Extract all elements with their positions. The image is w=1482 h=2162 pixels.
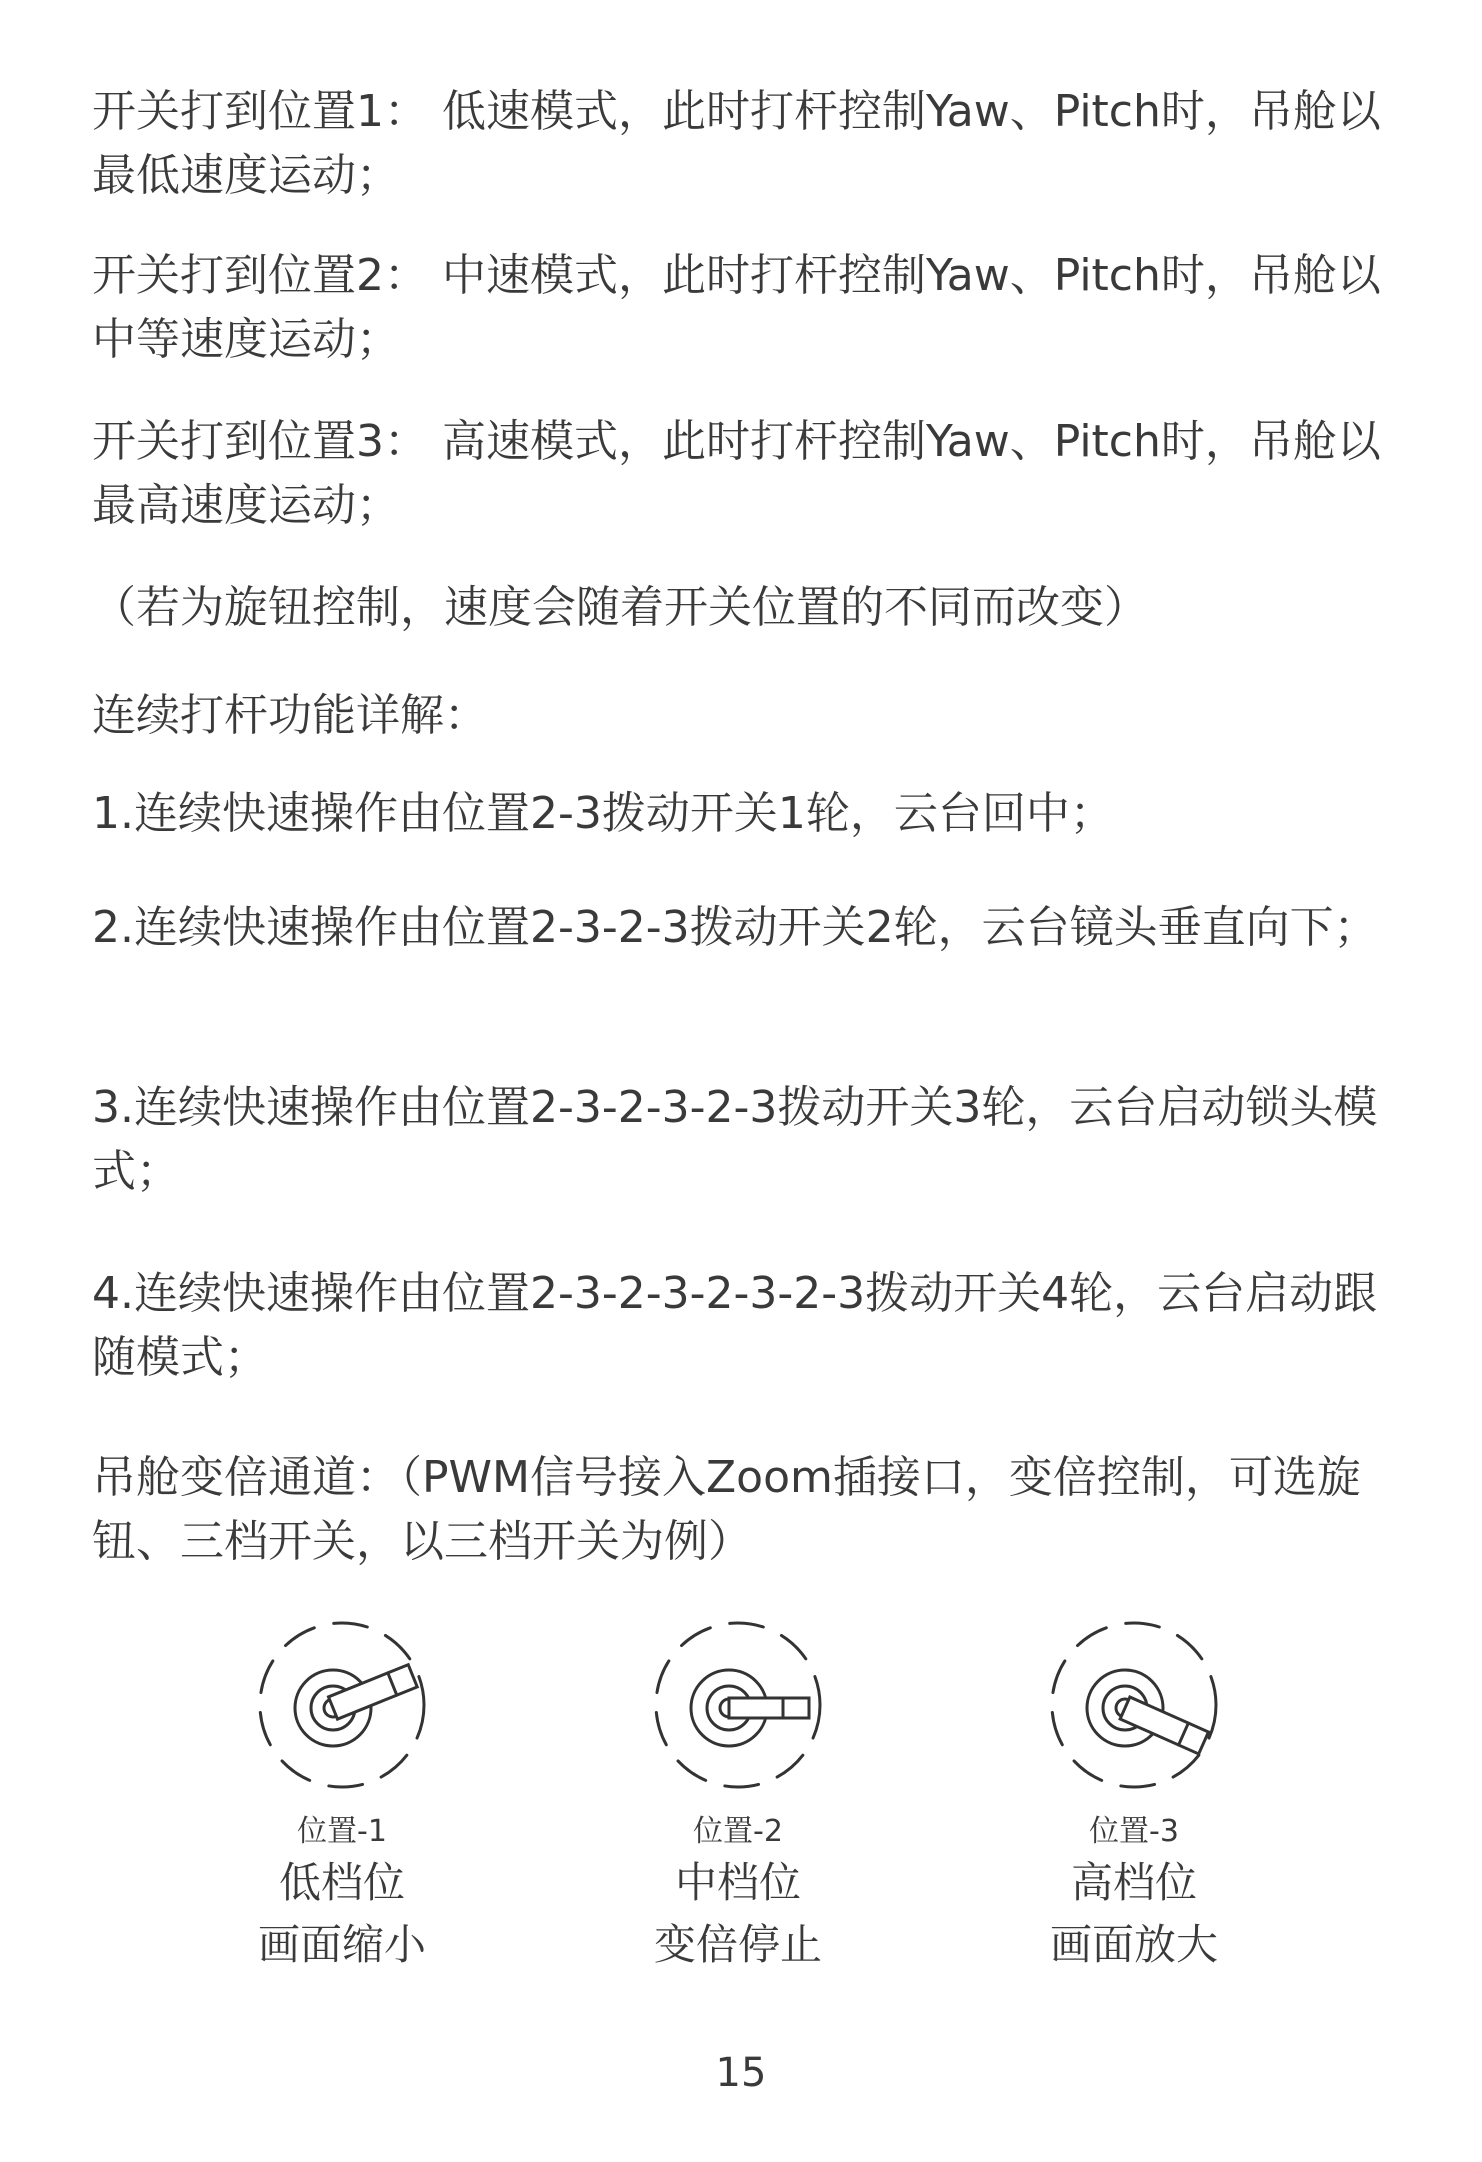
switch-lever-middle-icon (643, 1620, 833, 1790)
switch-position-2 (608, 1620, 868, 1976)
paragraph-position-1: 开关打到位置1： 低速模式，此时打杆控制Yaw、Pitch时，吊舱以最低速度运动； (92, 86, 1381, 201)
paragraph-continuous-2: 2.连续快速操作由位置2-3-2-3拨动开关2轮，云台镜头垂直向下； (92, 902, 1378, 953)
switch-level-label: 高档位 (1070, 1858, 1197, 1907)
switch-diagram-row (0, 1620, 1482, 1980)
switch-action-label: 画面缩小 (257, 1920, 426, 1969)
switch-position-label: 位置-1 (297, 1814, 387, 1849)
paragraph-continuous-3: 3.连续快速操作由位置2-3-2-3-2-3拨动开关3轮，云台启动锁头模式； (92, 1082, 1378, 1197)
paragraph-continuous-4: 4.连续快速操作由位置2-3-2-3-2-3-2-3拨动开关4轮，云台启动跟随模式； (92, 1268, 1378, 1383)
switch-position-label: 位置-3 (1089, 1814, 1179, 1849)
switch-action-label: 画面放大 (1049, 1920, 1218, 1969)
switch-lever-down-icon (1039, 1620, 1229, 1790)
switch-position-3 (1004, 1620, 1264, 1976)
switch-position-label: 位置-2 (693, 1814, 783, 1849)
paragraph-zoom-channel: 吊舱变倍通道：（PWM信号接入Zoom插接口，变倍控制，可选旋钮、三档开关，以三档开关为例） (92, 1452, 1361, 1567)
switch-level-label: 中档位 (674, 1858, 801, 1907)
paragraph-continuous-1: 1.连续快速操作由位置2-3拨动开关1轮，云台回中； (92, 788, 1114, 839)
switch-level-label: 低档位 (278, 1858, 405, 1907)
switch-lever-up-icon (247, 1620, 437, 1790)
switch-action-label: 变倍停止 (653, 1920, 822, 1969)
paragraph-continuous-heading: 连续打杆功能详解： (92, 690, 488, 741)
switch-position-1 (212, 1620, 472, 1976)
paragraph-position-2: 开关打到位置2： 中速模式，此时打杆控制Yaw、Pitch时，吊舱以中等速度运动； (92, 250, 1381, 365)
paragraph-knob-note: （若为旋钮控制，速度会随着开关位置的不同而改变） (92, 582, 1148, 633)
paragraph-position-3: 开关打到位置3： 高速模式，此时打杆控制Yaw、Pitch时，吊舱以最高速度运动； (92, 416, 1381, 531)
page-number: 15 (715, 2050, 767, 2096)
